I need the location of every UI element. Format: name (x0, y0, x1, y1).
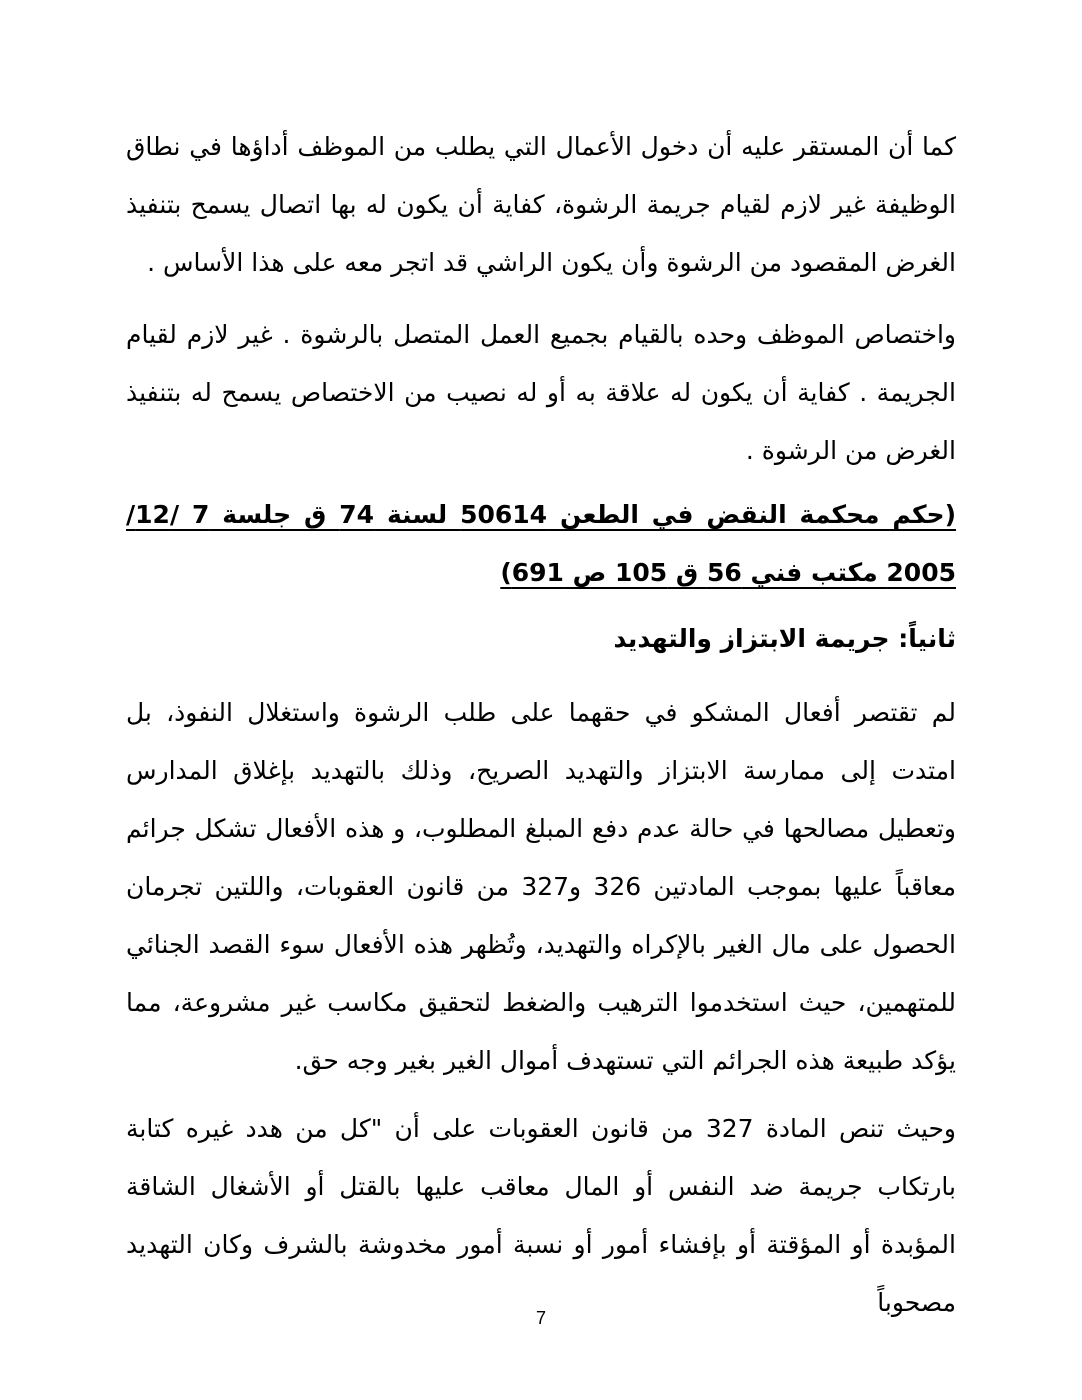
paragraph-extortion-acts: لم تقتصر أفعال المشكو في حقهما على طلب الرشوة واستغلال النفوذ، بل امتدت إلى ممارسة الابتزاز والتهديد الصريح، وذلك بالتهديد بإغلاق المدارس وتعطيل مصالحها في حالة عدم دفع المبلغ المطلوب، و هذه الأفعال تشكل جرائم معاقباً عليها بموجب المادتين 326 و327 من قانون العقوبات، واللتين تجرمان الحصول على مال الغير بالإكراه والتهديد، وتُظهر هذه الأفعال سوء القصد الجنائي للمتهمين، حيث استخدموا الترهيب والضغط لتحقيق مكاسب غير مشروعة، مما يؤكد طبيعة هذه الجرائم التي تستهدف أموال الغير بغير وجه حق. (126, 698, 956, 1075)
paragraph-employee-competence: واختصاص الموظف وحده بالقيام بجميع العمل المتصل بالرشوة . غير لازم لقيام الجريمة . كفاية أن يكون له علاقة به أو له نصيب من الاختصاص يسمح له بتنفيذ الغرض من الرشوة . (126, 320, 956, 465)
section-heading: ثانياً: جريمة الابتزاز والتهديد (613, 624, 956, 653)
paragraph-article-327: وحيث تنص المادة 327 من قانون العقوبات على أن "كل من هدد غيره كتابة بارتكاب جريمة ضد النفس أو المال معاقب عليها بالقتل أو الأشغال الشاقة المؤبدة أو المؤقتة أو بإفشاء أمور أو نسبة أمور مخدوشة بالشرف وكان التهديد مصحوباً (126, 1114, 957, 1317)
page-number: 7 (535, 1308, 546, 1328)
court-ruling-citation: (حكم محكمة النقض في الطعن 50614 لسنة 74 ق جلسة 7 /12/ 2005 مكتب فني 56 ق 105 ص 691) (126, 500, 956, 587)
document-page (126, 118, 956, 1342)
paragraph-bribery-scope: كما أن المستقر عليه أن دخول الأعمال التي يطلب من الموظف أداؤها في نطاق الوظيفة غير لازم لقيام جريمة الرشوة، كفاية أن يكون له بها اتصال يسمح بتنفيذ الغرض المقصود من الرشوة وأن يكون الراشي قد اتجر معه على هذا الأساس . (126, 132, 956, 277)
